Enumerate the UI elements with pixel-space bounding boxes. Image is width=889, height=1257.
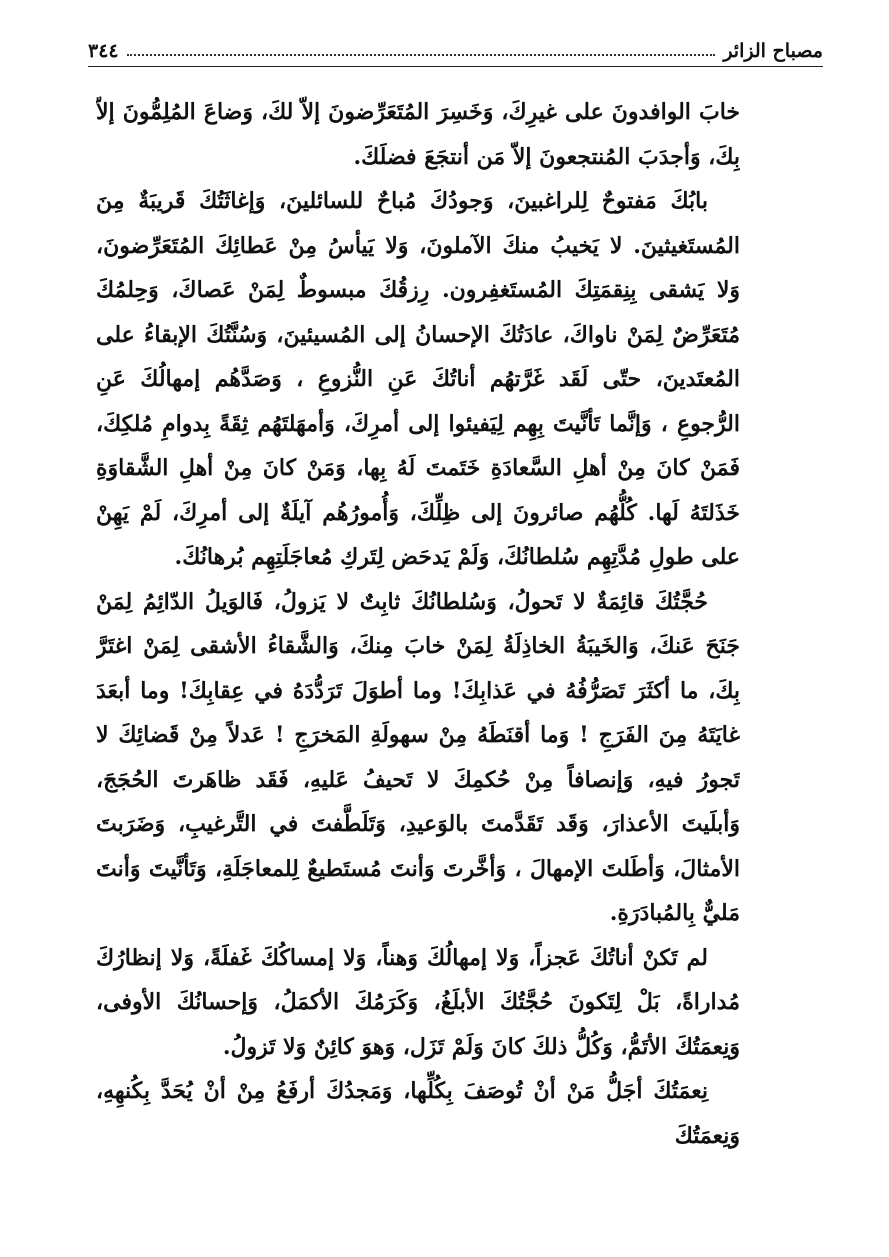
header-dot-leader xyxy=(127,53,716,56)
paragraph-3: حُجَّتُكَ قائِمَةٌ لا تَحولُ، وَسُلطانُكَ ثابِتٌ لا يَزولُ، فَالوَيلُ الدّائِمُ لِمَنْ جَنَحَ عَنكَ، وَالخَيبَةُ الخاذِلَةُ لِمَنْ خابَ مِنكَ، وَالشَّقاءُ الأشقى لِمَنْ اغتَرَّ بِكَ، ما أكثَرَ تَصَرُّفُهُ في عَذابِكَ! وما أطوَلَ تَرَدُّدَهُ في عِقابِكَ! وما أبعَدَ غايَتَهُ مِنَ الفَرَجِ ! وَما أقنَطَهُ مِنْ سهولَةِ المَخرَجِ ! عَدلاً مِنْ قَضائِكَ لا تَجورُ فيهِ، وَإنصافاً مِنْ حُكمِكَ لا تَحيفُ عَليهِ، فَقَد ظاهَرتَ الحُجَجَ، وَأبلَيتَ الأعذارَ، وَقَد تَقَدَّمتَ بالوَعيدِ، وَتَلَطَّفتَ في التَّرغيبِ، وَضَرَبتَ الأمثالَ، وَأطَلتَ الإمهالَ ، وَأخَّرتَ وَأنتَ مُستَطيعٌ لِلمعاجَلَةِ، وَتَأنَّيتَ وَأنتَ مَليٌّ بِالمُبادَرَةِ. xyxy=(96,588,740,926)
paragraph-5: نِعمَتُكَ أجَلُّ مَنْ أنْ تُوصَفَ بِكُلِّها، وَمَجدُكَ أرفَعُ مِنْ أنْ يُحَدَّ بِكُنهِهِ، وَنِعمَتُكَ xyxy=(96,1078,740,1149)
running-header xyxy=(88,28,823,62)
body-text xyxy=(96,90,740,1250)
page-number: ٣٤٤ xyxy=(88,40,119,62)
paragraph-2: بابُكَ مَفتوحٌ لِلراغبينَ، وَجودُكَ مُباحٌ للسائلينَ، وَإغاثَتُكَ قَريبَةٌ مِنَ المُستَغيثينَ. لا يَخيبُ منكَ الآملونَ، وَلا يَيأسُ مِنْ عَطائِكَ المُتَعَرِّضونَ، وَلا يَشقى بِنِقمَتِكَ المُستَغفِرون. رِزقُكَ مبسوطٌ لِمَنْ عَصاكَ، وَحِلمُكَ مُتَعَرِّضٌ لِمَنْ ناواكَ، عادَتُكَ الإحسانُ إلى المُسيئينَ، وَسُنَّتُكَ الإبقاءُ على المُعتَدينَ، حتّى لَقَد غَرَّتهُم أناتُكَ عَنِ النُّزوعِ ، وَصَدَّهُم إمهالُكَ عَنِ الرُّجوعِ ، وَإنَّما تَأنَّيتَ بِهِم لِيَفيئوا إلى أمرِكَ، وَأمهَلتَهُم ثِقَةً بِدوامِ مُلكِكَ، فَمَنْ كانَ مِنْ أهلِ السَّعادَةِ خَتَمتَ لَهُ بِها، وَمَنْ كانَ مِنْ أهلِ الشَّقاوَةِ خَذَلتَهُ لَها. كُلُّهُم صائرونَ إلى ظِلِّكَ، وَأُمورُهُم آيلَةٌ إلى أمرِكَ، لَمْ يَهِنْ على طولِ مُدَّتِهِم سُلطانُكَ، وَلَمْ يَدحَض لِتَركِ مُعاجَلَتِهِم بُرهانُكَ. xyxy=(96,188,740,570)
paragraph-1: خابَ الوافدونَ على غيرِكَ، وَخَسِرَ المُتَعَرِّضونَ إلاّ لكَ، وَضاعَ المُلِمُّونَ إلاّ بِكَ، وَأجدَبَ المُنتجعونَ إلاّ مَن أنتجَعَ فضلَكَ. xyxy=(96,99,740,170)
book-title: مصباح الزائر xyxy=(723,40,823,62)
paragraph-4: لم تَكنْ أناتُكَ عَجزاً، وَلا إمهالُكَ وَهناً، وَلا إمساكُكَ غَفلَةً، وَلا إنظارُكَ مُداراةً، بَلْ لِتَكونَ حُجَّتُكَ الأبلَغُ، وَكَرَمُكَ الأكمَلُ، وَإحسانُكَ الأوفى، وَنِعمَتُكَ الأتَمُّ، وَكُلُّ ذلكَ كانَ وَلَمْ تَزَل، وَهوَ كائِنٌ وَلا تَزولُ. xyxy=(96,944,740,1060)
header-rule xyxy=(88,66,823,67)
